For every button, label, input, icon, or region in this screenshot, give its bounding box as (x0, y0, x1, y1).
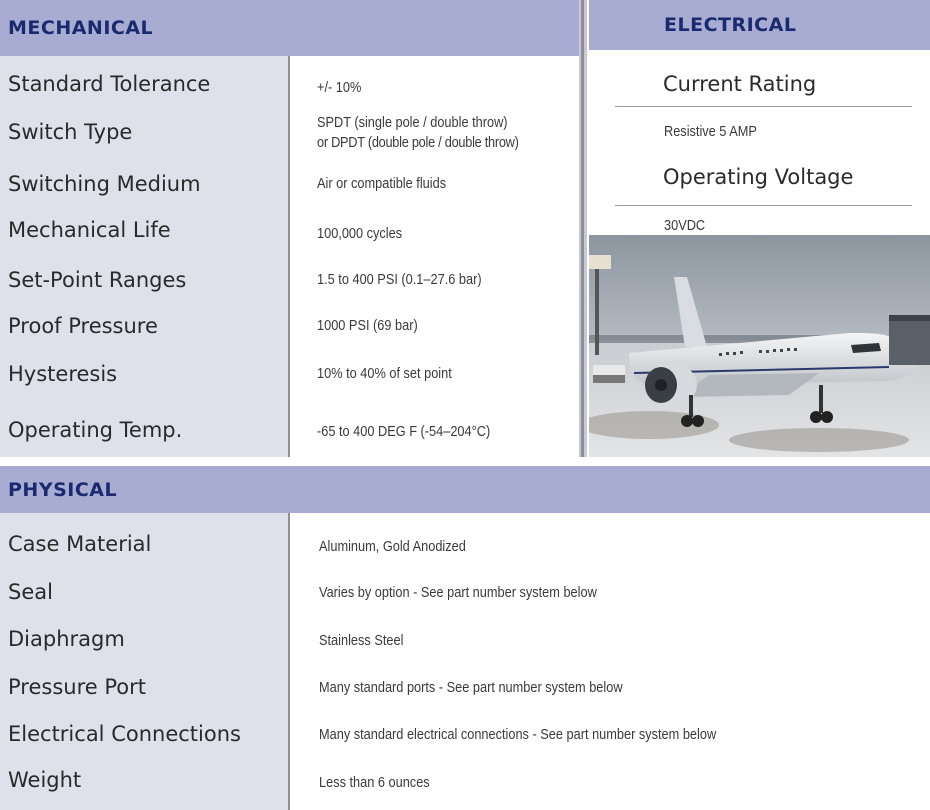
physical-value-seal: Varies by option - See part number system below (319, 585, 597, 601)
current-rating-value: Resistive 5 AMP (664, 124, 757, 140)
physical-value-electrical-connections: Many standard electrical connections - See part number system below (319, 727, 717, 743)
mechanical-value-mechanical-life: 100,000 cycles (317, 226, 403, 242)
mechanical-label-proof-pressure: Proof Pressure (8, 314, 158, 338)
mechanical-label-switch-type: Switch Type (8, 120, 133, 144)
operating-voltage-value: 30VDC (664, 218, 706, 234)
current-rating-separator (615, 106, 912, 107)
mechanical-label-switching-medium: Switching Medium (8, 172, 201, 196)
physical-value-diaphragm: Stainless Steel (319, 633, 404, 649)
physical-header (0, 466, 930, 513)
mechanical-title: MECHANICAL (8, 17, 154, 39)
electrical-header (589, 0, 930, 50)
mechanical-divider (288, 56, 290, 457)
physical-title: PHYSICAL (8, 478, 118, 501)
operating-voltage-label: Operating Voltage (663, 165, 854, 189)
mechanical-value-switch-type (317, 110, 519, 156)
electrical-title: ELECTRICAL (664, 14, 797, 36)
mechanical-value-set-point-ranges: 1.5 to 400 PSI (0.1–27.6 bar) (317, 272, 482, 288)
mechanical-value-proof-pressure: 1000 PSI (69 bar) (317, 318, 418, 334)
operating-voltage-separator (615, 205, 912, 206)
mechanical-value-standard-tolerance: +/- 10% (317, 80, 362, 96)
physical-value-weight: Less than 6 ounces (319, 775, 430, 791)
mechanical-value-hysteresis: 10% to 40% of set point (317, 366, 452, 382)
physical-label-weight: Weight (8, 768, 82, 792)
switch-type-line-2: or DPDT (double pole / double throw) (317, 135, 519, 151)
mechanical-header (0, 0, 579, 56)
physical-divider (288, 513, 290, 810)
mechanical-label-set-point-ranges: Set-Point Ranges (8, 268, 187, 292)
mechanical-value-switching-medium: Air or compatible fluids (317, 176, 447, 192)
mechanical-value-operating-temp: -65 to 400 DEG F (-54–204°C) (317, 424, 491, 440)
mechanical-label-operating-temp: Operating Temp. (8, 418, 183, 442)
physical-label-pressure-port: Pressure Port (8, 675, 146, 699)
section-divider-line (581, 0, 584, 457)
airplane-photo (589, 235, 930, 457)
physical-value-pressure-port: Many standard ports - See part number system below (319, 680, 623, 696)
mechanical-label-hysteresis: Hysteresis (8, 362, 118, 386)
physical-label-case-material: Case Material (8, 532, 152, 556)
airplane-illustration (589, 235, 930, 457)
switch-type-line-1: SPDT (single pole / double throw) (317, 115, 508, 131)
physical-label-electrical-connections: Electrical Connections (8, 722, 241, 746)
mechanical-label-mechanical-life: Mechanical Life (8, 218, 171, 242)
physical-label-seal: Seal (8, 580, 53, 604)
mechanical-label-standard-tolerance: Standard Tolerance (8, 72, 211, 96)
current-rating-label: Current Rating (663, 72, 817, 96)
physical-label-diaphragm: Diaphragm (8, 627, 125, 651)
physical-value-case-material: Aluminum, Gold Anodized (319, 539, 466, 555)
